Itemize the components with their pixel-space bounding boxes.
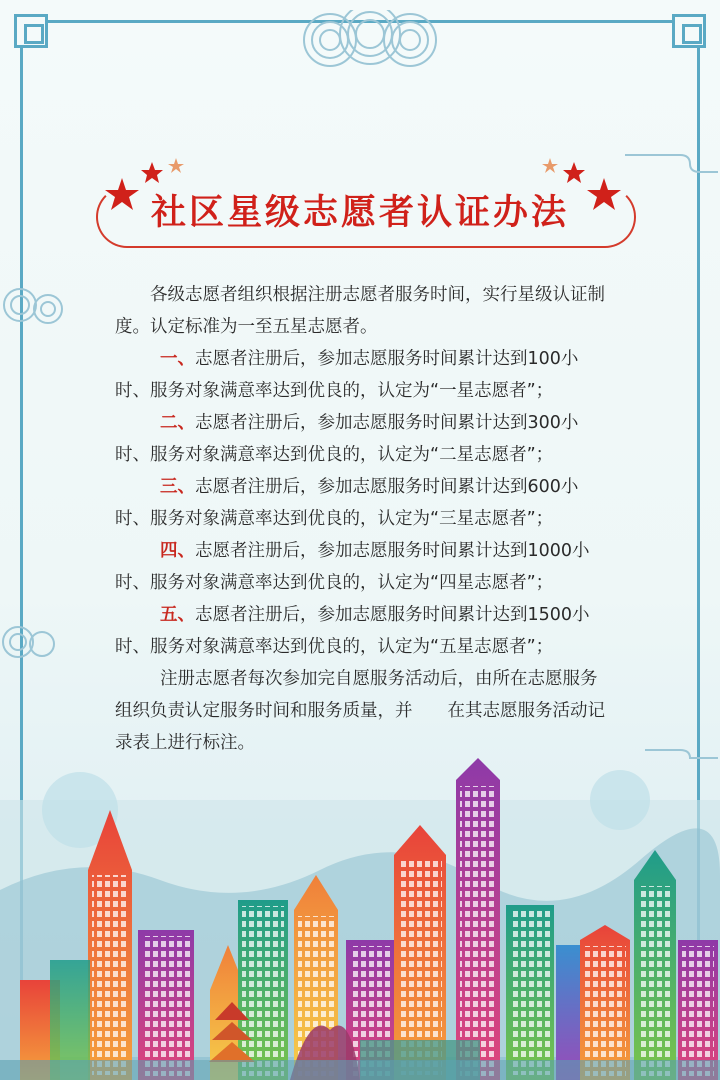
rule-number: 四、 xyxy=(160,541,195,561)
rule-text: 志愿者注册后，参加志愿服务时间累计达到300小时、服务对象满意率达到优良的，认定为“二星志愿者”； xyxy=(115,413,579,465)
rule-item xyxy=(115,407,607,471)
rule-text: 志愿者注册后，参加志愿服务时间累计达到600小时、服务对象满意率达到优良的，认定为“三星志愿者”； xyxy=(115,477,579,529)
rule-item xyxy=(115,535,607,599)
rule-item xyxy=(115,471,607,535)
rule-number: 五、 xyxy=(160,605,195,625)
rule-item xyxy=(115,343,607,407)
rule-number: 一、 xyxy=(160,349,195,369)
rule-text: 志愿者注册后，参加志愿服务时间累计达到1500小时、服务对象满意率达到优良的，认定为“五星志愿者”； xyxy=(115,605,590,657)
article-body xyxy=(115,279,607,759)
rule-number: 二、 xyxy=(160,413,195,433)
closing-paragraph: 注册志愿者每次参加完自愿服务活动后，由所在志愿服务组织负责认定服务时间和服务质量，并 在其志愿服务活动记录表上进行标注。 xyxy=(115,669,605,753)
rule-number: 三、 xyxy=(160,477,195,497)
corner-ornament-icon xyxy=(672,14,706,48)
intro-paragraph: 各级志愿者组织根据注册志愿者服务时间，实行星级认证制度。认定标准为一至五星志愿者。 xyxy=(115,285,605,337)
cloud-swirl-icon xyxy=(270,10,470,70)
rule-item xyxy=(115,599,607,663)
cloud-swirl-icon xyxy=(0,620,60,660)
corner-ornament-icon xyxy=(14,14,48,48)
cloud-swirl-icon xyxy=(0,285,70,325)
city-skyline-illustration xyxy=(0,740,720,1080)
page-title: 社区星级志愿者认证办法 xyxy=(150,192,569,233)
rule-text: 志愿者注册后，参加志愿服务时间累计达到100小时、服务对象满意率达到优良的，认定为“一星志愿者”； xyxy=(115,349,579,401)
rule-text: 志愿者注册后，参加志愿服务时间累计达到1000小时、服务对象满意率达到优良的，认定为“四星志愿者”； xyxy=(115,541,590,593)
cloud-line-icon xyxy=(620,150,720,180)
